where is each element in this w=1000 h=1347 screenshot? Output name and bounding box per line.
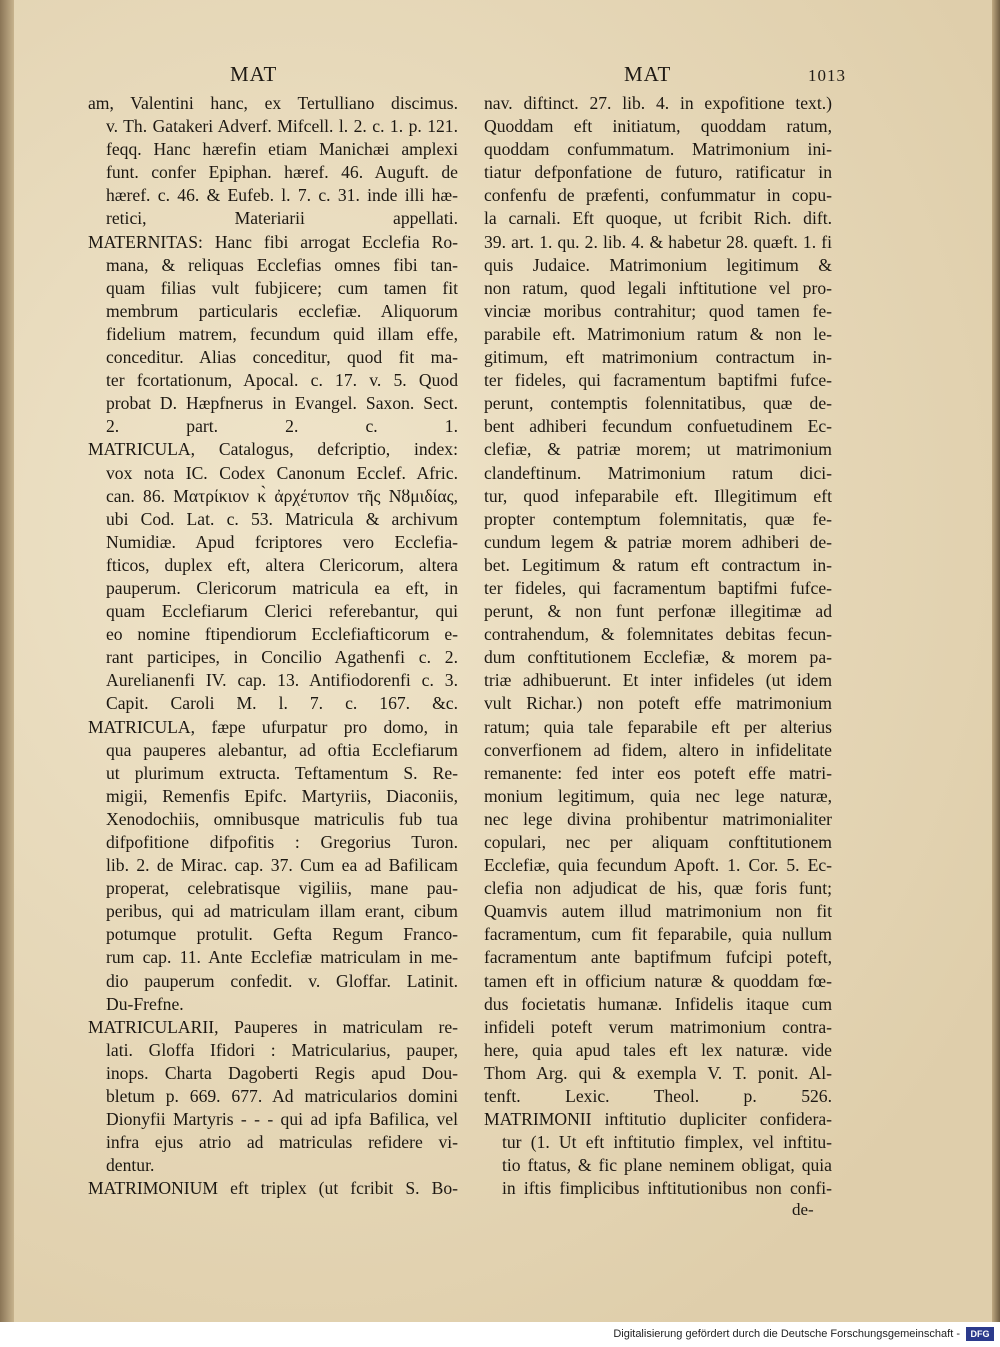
text-line: tiatur defponfatione de futuro, ratificatur in — [484, 162, 832, 183]
text-line: feqq. Hanc hærefin etiam Manichæi amplexi — [106, 139, 458, 160]
text-line: Du-Frefne. — [106, 993, 184, 1014]
text-line: parabile eft. Matrimonium ratum & non le- — [484, 323, 832, 344]
catchword: de- — [792, 1200, 814, 1219]
text-line: retici, Materiarii appellati. — [106, 208, 458, 229]
text-line: non ratum, quod legali inftitutione vel pro- — [484, 277, 832, 298]
text-line: vult Richar.) non poteft effe matrimonium — [484, 693, 832, 714]
text-line: confenfu de præfenti, confummatur in copu- — [484, 185, 832, 206]
text-line: inops. Charta Dagoberti Regis apud Dou- — [106, 1062, 458, 1083]
text-line: membrum particularis ecclefiæ. Aliquorum — [106, 300, 458, 321]
text-line: fticos, duplex eft, altera Clericorum, altera — [106, 554, 458, 575]
running-head-left: MAT — [230, 62, 278, 86]
text-line: Quoddam eft initiatum, quoddam ratum, — [484, 116, 832, 137]
text-line: tenft. Lexic. Theol. p. 526. — [484, 1086, 832, 1107]
footer-credit: Digitalisierung gefördert durch die Deutsche Forschungsgemeinschaft - — [613, 1328, 960, 1340]
text-line: contrahendum, & folemnitates debitas fecun- — [484, 624, 832, 645]
text-line: vox nota IC. Codex Canonum Ecclef. Afric. — [106, 462, 458, 483]
text-line: perunt, contemptis folennitatibus, quæ de- — [484, 393, 832, 414]
text-line: ter fideles, qui facramentum baptifmi fufce- — [484, 577, 832, 598]
text-line: Aurelianenfi IV. cap. 13. Antifiodorenfi c. 3. — [106, 670, 458, 691]
running-head-right: MAT — [624, 62, 672, 86]
text-line: tamen eft in officium naturæ & quoddam fœ- — [484, 970, 832, 991]
text-line: clandeftinum. Matrimonium ratum dici- — [484, 462, 832, 483]
text-line: potumque protulit. Gefta Regum Franco- — [106, 924, 458, 945]
text-line: la carnali. Eft quoque, ut fcribit Rich. dift. — [484, 208, 832, 229]
text-line: facramentum, cum fit feparabile, quia nullum — [484, 924, 832, 945]
entry-line: MATRICULA, fæpe ufurpatur pro domo, in — [88, 716, 458, 737]
text-line: am, Valentini hanc, ex Tertulliano discimus. — [88, 93, 458, 113]
text-line: quoddam confummatum. Matrimonium ini- — [484, 139, 832, 160]
text-line: cundum legem & patriæ morem adhiberi de- — [484, 531, 832, 552]
text-line: ut plurimum extructa. Teftamentum S. Re- — [106, 762, 458, 783]
text-line: quam Ecclefiarum Clerici referebantur, qui — [106, 601, 458, 622]
text-line: in iftis fimplicibus inftitutionibus non confi- — [502, 1178, 832, 1199]
text-line: migii, Remenfis Epifc. Martyriis, Diaconiis, — [106, 785, 458, 806]
text-line: bletum p. 669. 677. Ad matricularios domini — [106, 1086, 458, 1107]
text-line: 2. part. 2. c. 1. — [106, 416, 458, 437]
text-line: monium legitimum, quia nec lege naturæ, — [484, 785, 832, 806]
text-line: conceditur. Alias conceditur, quod fit ma- — [106, 347, 458, 368]
text-line: tur, quod infeparabile eft. Illegitimum eft — [484, 485, 832, 506]
dfg-logo: DFG — [966, 1327, 994, 1341]
text-line: can. 86. Ματρίκιον κ̀ ἀρχέτυπον τῆς Νȣμιδίας, — [106, 485, 458, 506]
text-line: v. Th. Gatakeri Adverf. Mifcell. l. 2. c. 1. p. 121. — [106, 116, 458, 137]
left-column — [88, 92, 458, 1201]
text-line: gitimum, eft matrimonium contractum in- — [484, 347, 832, 368]
text-line: tio ftatus, & fic plane neminem obligat, quia — [502, 1155, 832, 1176]
text-line: Numidiæ. Apud fcriptores vero Ecclefia- — [106, 531, 458, 552]
text-line: clefia non adjudicat de his, quæ foris funt; — [484, 878, 832, 899]
text-line: bent adhiberi fecundum confuetudinem Ec- — [484, 416, 832, 437]
text-line: eo nomine ftipendiorum Ecclefiafticorum e- — [106, 624, 458, 645]
text-line: infideli poteft verum matrimonium contra- — [484, 1016, 832, 1037]
text-line: ratum; quia tale feparabile eft per alterius — [484, 716, 832, 737]
text-line: clefiæ, & patriæ morem; ut matrimonium — [484, 439, 832, 460]
entry-line: MATRICULARII, Pauperes in matriculam re- — [88, 1016, 458, 1037]
text-line: mana, & reliquas Ecclefias omnes fibi tan- — [106, 254, 458, 275]
text-line: rum cap. 11. Ante Ecclefiæ matriculam in me- — [106, 947, 458, 968]
page-number: 1013 — [808, 66, 846, 85]
text-line: probat D. Hæpfnerus in Evangel. Saxon. Sect. — [106, 393, 458, 414]
page-edge-left — [0, 0, 14, 1322]
text-line: Capit. Caroli M. l. 7. c. 167. &c. — [106, 693, 458, 714]
text-line: funt. confer Epiphan. hæref. 46. Auguft. de — [106, 162, 458, 183]
text-line: dus focietatis humanæ. Infidelis itaque cum — [484, 993, 832, 1014]
text-line: dentur. — [106, 1155, 155, 1176]
text-line: hæref. c. 46. & Eufeb. l. 7. c. 31. inde illi hæ- — [106, 185, 458, 206]
text-line: copulari, nec per aliquam conftitutionem — [484, 832, 832, 852]
text-line: Quamvis autem illud matrimonium non fit — [484, 901, 832, 922]
text-line: rant participes, in Concilio Agathenfi c. 2. — [106, 647, 458, 668]
entry-line: MATERNITAS: Hanc fibi arrogat Ecclefia Ro- — [88, 231, 458, 252]
text-line: Thom Arg. qui & exempla V. T. ponit. Al- — [484, 1062, 832, 1083]
text-line: properat, celebratisque vigiliis, mane pau- — [106, 878, 458, 899]
text-line: perunt, & non funt perfonæ illegitimæ ad — [484, 601, 832, 622]
entry-line: MATRIMONII inftitutio dupliciter confidera- — [484, 1109, 832, 1130]
text-line: qua pauperes alebantur, ad oftia Ecclefiarum — [106, 739, 458, 760]
text-line: difpofitione difpofitis : Gregorius Turon. — [106, 832, 458, 852]
text-line: fidelium matrem, fecundum quid illam effe, — [106, 323, 458, 344]
text-line: ter fcortationum, Apocal. c. 17. v. 5. Quod — [106, 370, 458, 391]
text-line: ter fideles, qui facramentum baptifmi fufce- — [484, 370, 832, 391]
text-line: peribus, qui ad matriculam illam erant, cibum — [106, 901, 458, 922]
text-line: vinciæ moribus contrahitur; quod tamen fe- — [484, 300, 832, 321]
text-line: tur (1. Ut eft inftitutio fimplex, vel inftitu- — [502, 1132, 832, 1153]
page-edge-right — [992, 0, 1000, 1322]
text-line: lati. Gloffa Ifidori : Matricularius, pauper, — [106, 1039, 458, 1060]
text-line: bet. Legitimum & ratum eft contractum in- — [484, 554, 832, 575]
footer-bar — [0, 1322, 1000, 1347]
text-line: ubi Cod. Lat. c. 53. Matricula & archivum — [106, 508, 458, 529]
right-column — [484, 92, 832, 1201]
text-line: dio pauperum confedit. v. Gloffar. Latinit. — [106, 970, 458, 991]
entry-line: MATRICULA, Catalogus, defcriptio, index: — [88, 439, 458, 460]
text-line: pauperum. Clericorum matricula ea eft, in — [106, 577, 458, 598]
text-line: 39. art. 1. qu. 2. lib. 4. & habetur 28. quæft. 1. fi — [484, 231, 832, 252]
text-line: nec lege divina prohibentur matrimonialiter — [484, 808, 832, 829]
text-line: triæ adhibuerunt. Et inter infideles (ut idem — [484, 670, 832, 691]
text-line: facramentum ante baptifmum fufcipi poteft, — [484, 947, 832, 968]
entry-line: MATRIMONIUM eft triplex (ut fcribit S. Bo- — [88, 1178, 458, 1199]
text-line: quam filias vult fubjicere; cum tamen fit — [106, 277, 458, 298]
text-line: converfionem ad fidem, altero in infidelitate — [484, 739, 832, 760]
text-line: Ecclefiæ, quia fecundum Apoft. 1. Cor. 5. Ec- — [484, 855, 832, 876]
text-line: propter contemptum folemnitatis, quæ fe- — [484, 508, 832, 529]
text-line: quis Judaice. Matrimonium legitimum & — [484, 254, 832, 275]
text-line: here, quia apud tales eft lex naturæ. vide — [484, 1039, 832, 1060]
text-line: infra ejus atrio ad matriculas refidere vi- — [106, 1132, 458, 1153]
text-line: nav. diftinct. 27. lib. 4. in expofitione text.) — [484, 93, 832, 113]
text-line: remanente: fed inter eos poteft effe matri- — [484, 762, 832, 783]
text-line: lib. 2. de Mirac. cap. 37. Cum ea ad Bafilicam — [106, 855, 458, 876]
text-line: Dionyfii Martyris - - - qui ad ipfa Bafilica, vel — [106, 1109, 458, 1130]
text-line: Xenodochiis, omnibusque matriculis fub tua — [106, 808, 458, 829]
text-line: dum conftitutionem Ecclefiæ, & morem pa- — [484, 647, 832, 668]
